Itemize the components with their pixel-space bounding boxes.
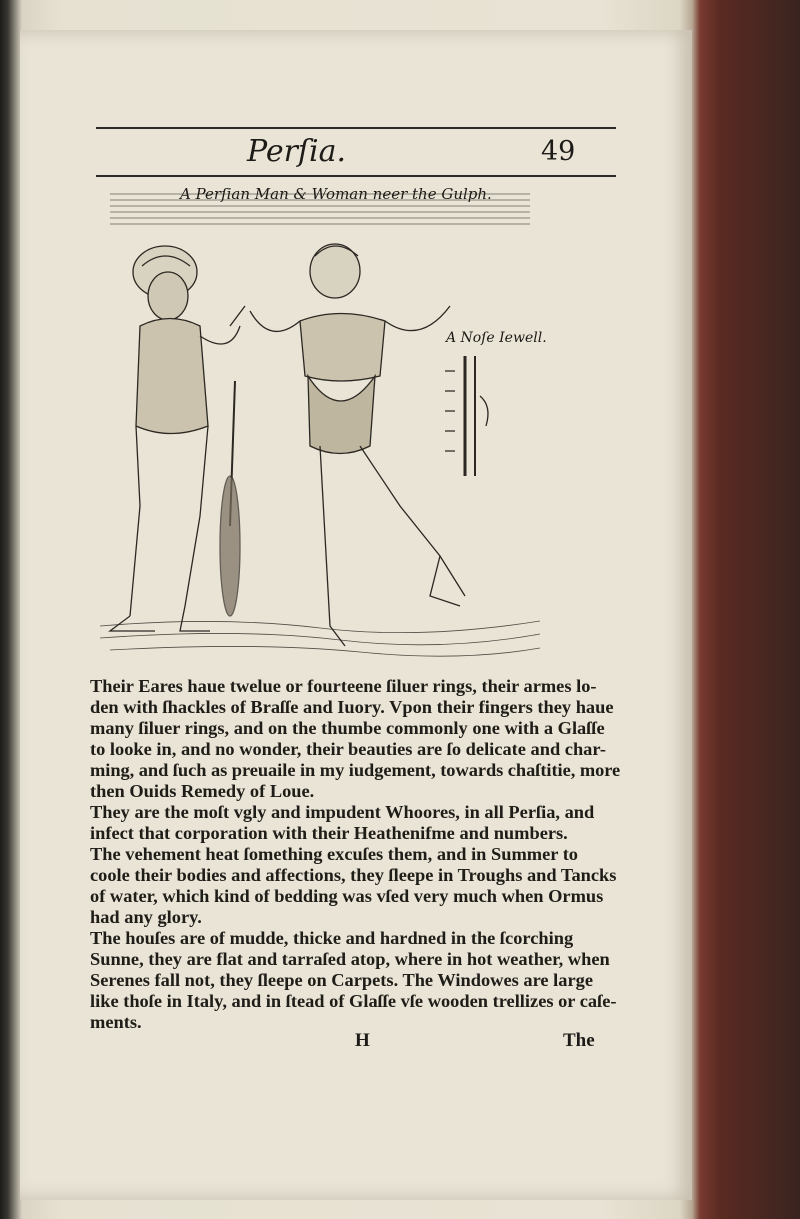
text-line: ming, and ſuch as preuaile in my iudgement, towards chaſtitie, more	[90, 760, 621, 780]
persian-man-figure	[110, 246, 245, 631]
text-line: to looke in, and no wonder, their beauties are ſo delicate and char-	[90, 739, 606, 759]
text-line: coole their bodies and affections, they ſleepe in Troughs and Tancks	[90, 865, 617, 885]
text-line: den with ſhackles of Braſſe and Iuory. Vpon their fingers they haue	[90, 697, 614, 717]
page-number: 49	[541, 136, 576, 167]
ground-hatching	[100, 621, 540, 656]
text-line: Their Eares haue twelue or fourteene ſiluer rings, their armes lo-	[90, 676, 597, 696]
plate-caption: A Perſian Man & Woman neer the Gulph.	[180, 185, 492, 203]
text-line: then Ouids Remedy of Loue.	[90, 781, 315, 801]
text-line: had any glory.	[90, 907, 202, 927]
running-head	[0, 130, 800, 174]
running-head-title: Perſia.	[247, 134, 347, 169]
engraving-plate	[100, 176, 540, 666]
text-line: They are the moſt vgly and impudent Whoores, in all Perſia, and	[90, 802, 595, 822]
nose-jewel-illustration	[445, 356, 488, 476]
text-line: The houſes are of mudde, thicke and hardned in the ſcorching	[90, 928, 574, 948]
body-text	[90, 676, 620, 1033]
top-rule	[96, 127, 616, 129]
engraving-illustration	[100, 176, 540, 666]
nose-jewel-caption: A Noſe Iewell.	[446, 330, 547, 346]
text-line: The vehement heat ſomething excuſes them, and in Summer to	[90, 844, 579, 864]
text-line: like thoſe in Italy, and in ſtead of Glaſſe vſe wooden trellizes or caſe-	[90, 991, 617, 1011]
page-footer	[0, 1030, 800, 1054]
persian-woman-figure	[250, 244, 465, 646]
catchword: The	[563, 1030, 595, 1051]
text-line: Sunne, they are flat and tarraſed atop, where in hot weather, when	[90, 949, 610, 969]
text-line: Serenes fall not, they ſleepe on Carpets. The Windowes are large	[90, 970, 593, 990]
text-line: of water, which kind of bedding was vſed very much when Ormus	[90, 886, 604, 906]
text-line: ments.	[90, 1012, 142, 1032]
text-line: infect that corporation with their Heathenifme and numbers.	[90, 823, 568, 843]
signature-mark: H	[355, 1030, 370, 1051]
text-line: many ſiluer rings, and on the thumbe commonly one with a Glaſſe	[90, 718, 605, 738]
